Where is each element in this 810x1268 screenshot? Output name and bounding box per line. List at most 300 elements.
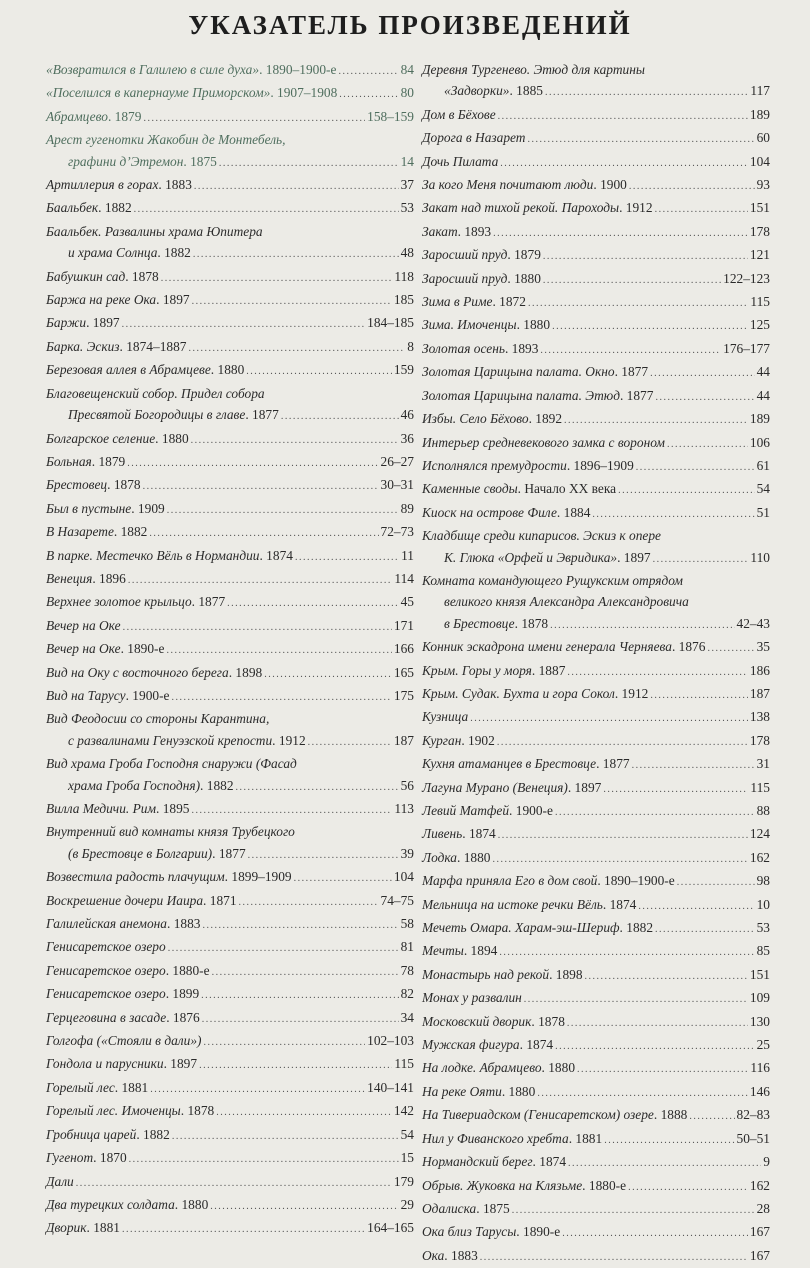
- entry-year: . 1897: [156, 292, 190, 308]
- entry-title: Дворик: [46, 1220, 87, 1236]
- entry-year: . 1882: [136, 1126, 170, 1142]
- page-number: 98: [756, 873, 770, 889]
- page-number: 36: [400, 430, 414, 446]
- page-number: 80: [400, 85, 414, 101]
- entry-line: [46, 451, 414, 474]
- entry-line: [422, 197, 770, 220]
- entry-line: [46, 404, 414, 427]
- entry-text: [46, 936, 166, 957]
- entry-text: [422, 314, 550, 335]
- entry-text: [46, 685, 170, 706]
- entry-text: [422, 385, 653, 406]
- index-entry: [46, 615, 414, 638]
- index-entry: [422, 174, 770, 197]
- entry-line: [422, 1175, 770, 1198]
- page-number: 114: [394, 570, 414, 586]
- entry-text: [46, 1217, 120, 1238]
- index-entry: [422, 525, 770, 570]
- entry-title: Золотая Царицына палата. Этюд: [422, 387, 620, 403]
- page-number: 102–103: [367, 1033, 414, 1049]
- dot-leader: [543, 268, 721, 291]
- entry-title: Курган: [422, 732, 462, 748]
- entry-line: [46, 1147, 414, 1170]
- entry-line: [46, 129, 414, 150]
- entry-text: [422, 244, 541, 265]
- index-entry: [46, 336, 414, 359]
- index-entry: [422, 730, 770, 753]
- dot-leader: [188, 336, 405, 359]
- entry-year: . 1880: [516, 317, 551, 333]
- dot-leader: [707, 636, 754, 659]
- entry-line: [46, 1171, 414, 1194]
- entry-title: Монастырь над рекой: [422, 966, 550, 982]
- entry-year: . 1882: [113, 524, 148, 540]
- page-number: 93: [756, 177, 770, 193]
- dot-leader: [219, 151, 399, 174]
- index-entry: [422, 636, 770, 659]
- page-number: 116: [750, 1060, 770, 1076]
- entry-line: [46, 753, 414, 774]
- dot-leader: [524, 987, 748, 1010]
- index-entry: [422, 127, 770, 150]
- entry-text: [46, 498, 165, 519]
- entry-text: [444, 591, 689, 612]
- page-number: 175: [393, 687, 414, 703]
- entry-title: графини д’Этремон: [68, 153, 184, 169]
- entry-year: . 1876: [671, 639, 706, 655]
- entry-line: [422, 823, 770, 846]
- entry-year: . 1880-е: [165, 962, 210, 978]
- index-entry: [422, 1081, 770, 1104]
- entry-text: [46, 615, 121, 636]
- index-entry: [422, 570, 770, 636]
- index-entry: [46, 866, 414, 889]
- dot-leader: [689, 1104, 734, 1127]
- dot-leader: [497, 730, 748, 753]
- entry-title: Барка. Эскиз: [46, 338, 120, 354]
- page-number: 82: [400, 986, 414, 1002]
- entry-line: [422, 151, 770, 174]
- index-entry: [422, 1245, 770, 1268]
- entry-year: . 1898: [228, 664, 263, 680]
- index-entry: [46, 174, 414, 197]
- entry-title: Баржа на реке Ока: [46, 292, 157, 308]
- index-entry: [422, 683, 770, 706]
- entry-line: [422, 1221, 770, 1244]
- entry-line: [422, 1057, 770, 1080]
- dot-leader: [567, 660, 748, 683]
- entry-year: . 1892: [528, 411, 563, 427]
- entry-title: Дом в Бёхове: [422, 106, 496, 122]
- page-number: 82–83: [736, 1107, 770, 1123]
- entry-text: [46, 708, 269, 729]
- entry-text: [46, 753, 297, 774]
- page-number: 39: [400, 845, 414, 861]
- entry-year: . 1880: [210, 362, 245, 378]
- index-entry: [422, 1104, 770, 1127]
- page-number: 31: [756, 756, 770, 772]
- index-entry: [422, 338, 770, 361]
- page-title: УКАЗАТЕЛЬ ПРОИЗВЕДЕНИЙ: [188, 10, 632, 40]
- entry-line: [422, 1245, 770, 1268]
- index-entry: [46, 1147, 414, 1170]
- entry-line: [422, 174, 770, 197]
- index-entry: [46, 936, 414, 959]
- dot-leader: [203, 1030, 365, 1053]
- index-entry: [46, 1171, 414, 1194]
- dot-leader: [308, 730, 392, 753]
- entry-year: . 1881: [86, 1220, 120, 1236]
- entry-title: Ока: [422, 1247, 445, 1263]
- dot-leader: [500, 151, 748, 174]
- entry-text: [46, 591, 225, 612]
- page-number: 165: [393, 664, 414, 680]
- index-entry: [422, 1011, 770, 1034]
- page-number: 110: [750, 549, 770, 565]
- entry-title: Вечер на Оке: [46, 617, 121, 633]
- entry-year: . 1874: [259, 547, 293, 563]
- entry-year: . 1880: [457, 849, 491, 865]
- dot-leader: [339, 82, 398, 105]
- entry-year: . 1893: [457, 223, 492, 239]
- entry-text: [422, 1128, 602, 1149]
- entry-title: Марфа приняла Его в дом свой: [422, 873, 598, 889]
- entry-year: . 1888: [653, 1107, 688, 1123]
- entry-year: . 1890-е: [120, 641, 165, 657]
- entry-year: . 1879: [507, 247, 541, 263]
- dot-leader: [552, 314, 748, 337]
- entry-text: [46, 106, 141, 127]
- dot-leader: [585, 964, 748, 987]
- index-entry: [46, 289, 414, 312]
- index-entry: [422, 361, 770, 384]
- entry-title: Крым. Судак. Бухта и гора Сокол: [422, 685, 615, 701]
- entry-text: [46, 428, 189, 449]
- dot-leader: [555, 1034, 755, 1057]
- page-number: 158–159: [367, 108, 414, 124]
- entry-text: [46, 568, 126, 589]
- page-number: 46: [400, 407, 414, 423]
- entry-text: [68, 730, 306, 751]
- page-number: 151: [749, 966, 770, 982]
- page-number: 187: [749, 685, 770, 701]
- entry-title: Герцеговина в засаде: [46, 1009, 167, 1025]
- entry-title: Лодка: [422, 849, 457, 865]
- index-entry: [422, 1057, 770, 1080]
- dot-leader: [498, 104, 748, 127]
- entry-text: [46, 1077, 148, 1098]
- page-number: 104: [393, 869, 414, 885]
- entry-title: На реке Ояти: [422, 1083, 502, 1099]
- entry-text: [46, 266, 159, 287]
- page-number: 117: [750, 83, 770, 99]
- index-entry: [422, 314, 770, 337]
- index-entry: [422, 894, 770, 917]
- entry-line: [422, 268, 770, 291]
- entry-title: Закат над тихой рекой. Пароходы: [422, 200, 620, 216]
- entry-text: [46, 336, 186, 357]
- index-entry: [422, 197, 770, 220]
- entry-line: [46, 174, 414, 197]
- page-number: 162: [749, 849, 770, 865]
- entry-line: [422, 847, 770, 870]
- entry-line: [46, 521, 414, 544]
- entry-year: . 1883: [167, 916, 201, 932]
- page-number: 58: [400, 916, 414, 932]
- entry-year: . 1912: [619, 200, 653, 216]
- entry-text: [46, 821, 295, 842]
- dot-leader: [577, 1057, 748, 1080]
- page-number: 78: [400, 962, 414, 978]
- entry-line: [422, 244, 770, 267]
- index-entry: [46, 1124, 414, 1147]
- dot-leader: [202, 913, 398, 936]
- index-entry: [422, 1198, 770, 1221]
- index-entry: [46, 312, 414, 335]
- entry-year: . 1887: [531, 662, 566, 678]
- dot-leader: [632, 753, 755, 776]
- entry-text: [46, 129, 286, 150]
- dot-leader: [604, 1128, 734, 1151]
- page-number: 25: [756, 1037, 770, 1053]
- entry-text: [68, 775, 234, 796]
- entry-title: Вид на Тарусу: [46, 687, 126, 703]
- entry-line: [422, 613, 770, 636]
- entry-text: [46, 1194, 208, 1215]
- dot-leader: [540, 338, 721, 361]
- page-number: 53: [756, 920, 770, 936]
- entry-year: . 1893: [504, 340, 539, 356]
- dot-leader: [550, 613, 734, 636]
- entry-text: [422, 1198, 510, 1219]
- page-number: 151: [749, 200, 770, 216]
- entry-title: Гугенот: [46, 1150, 94, 1166]
- dot-leader: [295, 545, 399, 568]
- entry-title: Нормандский берег: [422, 1154, 533, 1170]
- entry-title: Генисаретское озеро: [46, 939, 166, 955]
- entry-text: [422, 636, 705, 657]
- entry-line: [422, 1104, 770, 1127]
- entry-year: . 1880: [155, 430, 189, 446]
- page-number: 130: [749, 1013, 770, 1029]
- entry-line: [422, 478, 770, 501]
- entry-text: [422, 940, 497, 961]
- entry-text: [46, 359, 244, 380]
- entry-title: Интерьер средневекового замка с вороном: [422, 434, 665, 450]
- dot-leader: [194, 174, 399, 197]
- dot-leader: [655, 917, 755, 940]
- entry-title: Внутренний вид комнаты князя Трубецкого: [46, 824, 295, 840]
- entry-line: [422, 408, 770, 431]
- index-entry: [46, 474, 414, 497]
- page-number: 176–177: [723, 340, 770, 356]
- page-number: 10: [756, 896, 770, 912]
- entry-year: . 1874–1887: [119, 338, 187, 354]
- entry-year: . 1874: [462, 826, 496, 842]
- entry-year: . 1883: [158, 177, 192, 193]
- entry-title: «Поселился в капернауме Приморском»: [46, 85, 271, 101]
- dot-leader: [248, 843, 399, 866]
- page-number: 189: [749, 106, 770, 122]
- entry-title: На лодке. Абрамцево: [422, 1060, 542, 1076]
- index-entry: [46, 383, 414, 428]
- entry-title: Нил у Фиванского хребта: [422, 1130, 569, 1146]
- page-number: 115: [750, 779, 770, 795]
- entry-title: Комната командующего Рущукским отрядом: [422, 572, 683, 588]
- entry-text: [46, 1124, 170, 1145]
- entry-title: Левий Матфей: [422, 803, 510, 818]
- dot-leader: [192, 289, 392, 312]
- dot-leader: [127, 451, 378, 474]
- entry-line: [422, 894, 770, 917]
- index-entry: [422, 1128, 770, 1151]
- page-number: 48: [400, 245, 414, 261]
- entry-title: Мельница на истоке речки Вёль: [422, 896, 603, 912]
- dot-leader: [161, 266, 393, 289]
- page-number: 35: [756, 639, 770, 655]
- dot-leader: [568, 1151, 761, 1174]
- entry-line: [422, 1198, 770, 1221]
- entry-line: [46, 1007, 414, 1030]
- index-entry: [46, 521, 414, 544]
- index-entry: [46, 753, 414, 798]
- entry-title: Мечты: [422, 943, 464, 959]
- entry-line: [46, 1194, 414, 1217]
- entry-year: . 1878: [531, 1013, 565, 1029]
- entry-line: [422, 361, 770, 384]
- entry-year: . 1896–1909: [566, 457, 634, 473]
- page-number: 53: [400, 200, 414, 216]
- entry-text: [46, 798, 190, 819]
- entry-title: «Задворки»: [444, 83, 510, 99]
- entry-title: Кухня атаманцев в Брестовце: [422, 756, 597, 772]
- entry-line: [422, 291, 770, 314]
- entry-year: . 1894: [463, 943, 498, 959]
- index-entry: [422, 847, 770, 870]
- entry-title: Исполнялся премудрости: [422, 457, 567, 473]
- entry-text: [422, 1221, 560, 1242]
- entry-title: Болгарское селение: [46, 430, 156, 446]
- entry-title: Был в пустыне: [46, 500, 132, 516]
- page-number: 115: [394, 1056, 414, 1072]
- entry-text: [422, 800, 553, 821]
- entry-line: [46, 106, 414, 129]
- dot-leader: [172, 1124, 399, 1147]
- page-number: 15: [400, 1150, 414, 1166]
- dot-leader: [667, 432, 748, 455]
- entry-text: [422, 502, 590, 523]
- page-number: 11: [401, 547, 414, 563]
- index-entry: [46, 798, 414, 821]
- page-number: 81: [400, 939, 414, 955]
- entry-text: [422, 964, 583, 985]
- entry-line: [422, 777, 770, 800]
- dot-leader: [555, 800, 755, 823]
- page-number: 166: [393, 641, 414, 657]
- index-entry: [46, 821, 414, 866]
- entry-text: [422, 525, 661, 546]
- entry-title: Зима. Имоченцы: [422, 317, 517, 333]
- dot-leader: [677, 870, 755, 893]
- entry-year: . 1899–1909: [224, 869, 292, 885]
- entry-text: [68, 404, 279, 425]
- entry-year: . 1882: [157, 245, 191, 261]
- entry-text: [422, 268, 541, 289]
- entry-title: Больная: [46, 453, 92, 469]
- entry-year: . 1877: [212, 845, 246, 861]
- index-entry: [46, 708, 414, 753]
- entry-text: [422, 361, 648, 382]
- page-number: 178: [749, 732, 770, 748]
- dot-leader: [122, 1217, 365, 1240]
- entry-line: [422, 127, 770, 150]
- index-entry: [46, 1077, 414, 1100]
- entry-title: «Возвратился в Галилею в силе духа»: [46, 62, 260, 77]
- entry-title: Дочь Пилата: [422, 153, 499, 169]
- entry-title: Заросший пруд: [422, 270, 508, 286]
- entry-line: [46, 890, 414, 913]
- entry-line: [422, 570, 770, 591]
- entry-text: [422, 660, 565, 681]
- entry-title: Лагуна Мурано (Венеция): [422, 779, 568, 795]
- entry-year: . 1902: [461, 732, 495, 748]
- index-entry: [422, 660, 770, 683]
- page-number: 113: [394, 801, 414, 816]
- index-entry: [422, 1034, 770, 1057]
- entry-line: [422, 660, 770, 683]
- entry-title: Генисаретское озеро: [46, 986, 166, 1002]
- entry-year: . 1882: [200, 777, 234, 793]
- page-number: 109: [749, 990, 770, 1006]
- dot-leader: [150, 1077, 365, 1100]
- entry-title: Вечер на Оке: [46, 641, 121, 657]
- dot-leader: [264, 662, 392, 685]
- entry-year: . 1897: [617, 549, 651, 565]
- page-number: 54: [400, 1126, 414, 1142]
- entry-line: [46, 474, 414, 497]
- entry-title: храма Гроба Господня): [68, 777, 201, 793]
- entry-year: . 1900-е: [509, 803, 553, 818]
- entry-text: [46, 197, 132, 218]
- entry-line: [46, 383, 414, 404]
- entry-text: [46, 174, 192, 195]
- entry-line: [46, 266, 414, 289]
- entry-text: [422, 151, 498, 172]
- index-entry: [46, 591, 414, 614]
- entry-title: Заросший пруд: [422, 247, 508, 263]
- dot-leader: [123, 615, 392, 638]
- page-number: 85: [756, 943, 770, 959]
- dot-leader: [168, 936, 399, 959]
- entry-text: [422, 221, 491, 242]
- entry-year: . 1897: [86, 315, 120, 331]
- index-entry: [46, 359, 414, 382]
- entry-title: Абрамцево: [46, 108, 108, 124]
- entry-title: Монах у развалин: [422, 990, 522, 1006]
- entry-year: . 1880: [501, 1083, 536, 1099]
- dot-leader: [149, 521, 378, 544]
- entry-year: . 1878: [107, 477, 141, 493]
- entry-year: . 1884: [556, 504, 591, 520]
- entry-line: [46, 428, 414, 451]
- entry-text: [46, 451, 125, 472]
- entry-line: [46, 730, 414, 753]
- entry-text: [46, 1053, 197, 1074]
- entry-line: [46, 821, 414, 842]
- page-number: 34: [400, 1009, 414, 1025]
- entry-line: [46, 359, 414, 382]
- dot-leader: [603, 777, 748, 800]
